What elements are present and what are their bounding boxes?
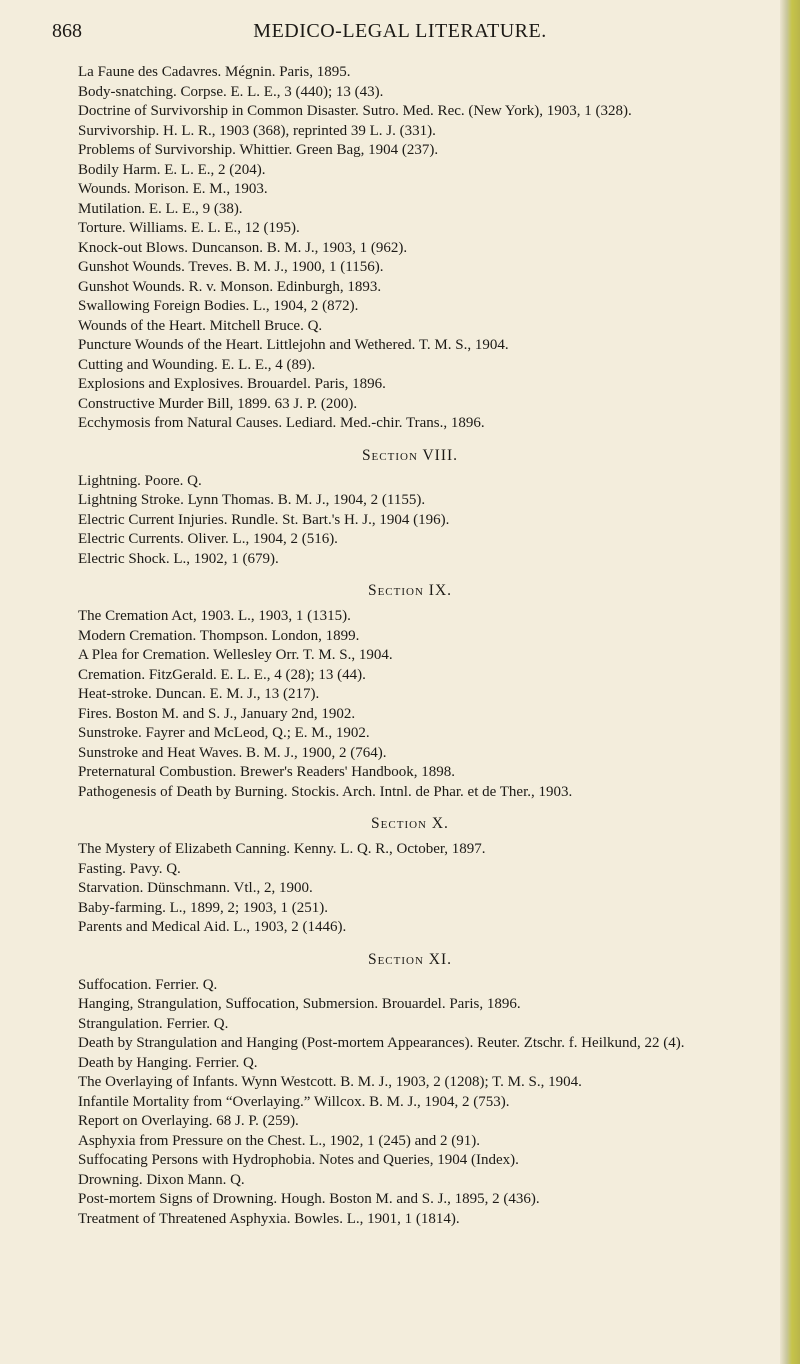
- bibliography-entry: Suffocating Persons with Hydrophobia. Notes and Queries, 1904 (Index).: [78, 1152, 519, 1168]
- section-heading: Section VIII.: [361, 446, 459, 464]
- bibliography-entry: Mutilation. E. L. E., 9 (38).: [78, 200, 243, 217]
- bibliography-entry: The Cremation Act, 1903. L., 1903, 1 (1315).: [78, 608, 351, 624]
- bibliography-entry: Parents and Medical Aid. L., 1903, 2 (1446).: [78, 919, 347, 935]
- bibliography-entry: Lightning Stroke. Lynn Thomas. B. M. J., 1904, 2 (1155).: [78, 492, 426, 508]
- bibliography-entry: Post-mortem Signs of Drowning. Hough. Boston M. and S. J., 1895, 2 (436).: [78, 1191, 540, 1207]
- bibliography-entry: Doctrine of Survivorship in Common Disaster. Sutro. Med. Rec. (New York), 1903, 1 (328).: [78, 103, 632, 119]
- section-heading: Section X.: [371, 815, 449, 832]
- bibliography-entry: Cutting and Wounding. E. L. E., 4 (89).: [78, 356, 316, 373]
- bibliography-entry: La Faune des Cadavres. Mégnin. Paris, 1895.: [78, 64, 351, 80]
- bibliography-entry: Survivorship. H. L. R., 1903 (368), reprinted 39 L. J. (331).: [78, 122, 436, 139]
- bibliography-entry: Heat-stroke. Duncan. E. M. J., 13 (217).: [78, 686, 320, 702]
- bibliography-entry: Electric Currents. Oliver. L., 1904, 2 (516).: [78, 531, 338, 547]
- bibliography-entry: Bodily Harm. E. L. E., 2 (204).: [78, 161, 266, 178]
- bibliography-entry: Death by Strangulation and Hanging (Post-mortem Appearances). Reuter. Ztschr. f. Heilkund, 22 (4).: [78, 1035, 685, 1051]
- bibliography-entry: Gunshot Wounds. R. v. Monson. Edinburgh, 1893.: [78, 278, 382, 295]
- bibliography-entry: A Plea for Cremation. Wellesley Orr. T. M. S., 1904.: [78, 647, 393, 663]
- bibliography-entry: Electric Shock. L., 1902, 1 (679).: [78, 550, 279, 567]
- page-number: 868: [52, 20, 82, 42]
- bibliography-entry: Death by Hanging. Ferrier. Q.: [78, 1054, 258, 1071]
- bibliography-entry: The Mystery of Elizabeth Canning. Kenny. L. Q. R., October, 1897.: [78, 841, 486, 857]
- bibliography-entry: Report on Overlaying. 68 J. P. (259).: [78, 1113, 299, 1129]
- bibliography-entry: Knock-out Blows. Duncanson. B. M. J., 1903, 1 (962).: [78, 239, 408, 256]
- bibliography-entry: Starvation. Dünschmann. Vtl., 2, 1900.: [78, 880, 313, 896]
- running-head: MEDICO-LEGAL LITERATURE.: [253, 20, 547, 42]
- bibliography-entry: Preternatural Combustion. Brewer's Readers' Handbook, 1898.: [78, 764, 455, 780]
- bibliography-entry: Pathogenesis of Death by Burning. Stockis. Arch. Intnl. de Phar. et de Ther., 1903.: [78, 783, 573, 800]
- bibliography-entry: Body-snatching. Corpse. E. L. E., 3 (440); 13 (43).: [78, 83, 384, 100]
- bibliography-entry: Suffocation. Ferrier. Q.: [78, 976, 218, 993]
- bibliography-entry: Cremation. FitzGerald. E. L. E., 4 (28); 13 (44).: [78, 666, 366, 683]
- page-edge: [780, 0, 800, 1364]
- bibliography-entry: Baby-farming. L., 1899, 2; 1903, 1 (251).: [78, 899, 328, 916]
- bibliography-entry: Problems of Survivorship. Whittier. Green Bag, 1904 (237).: [78, 142, 439, 158]
- bibliography-entry: Fires. Boston M. and S. J., January 2nd, 1902.: [78, 705, 356, 722]
- bibliography-entry: Treatment of Threatened Asphyxia. Bowles. L., 1901, 1 (1814).: [78, 1210, 460, 1227]
- bibliography-entry: Swallowing Foreign Bodies. L., 1904, 2 (872).: [78, 298, 359, 314]
- section-heading: Section XI.: [367, 950, 453, 968]
- bibliography-entry: The Overlaying of Infants. Wynn Westcott. B. M. J., 1903, 2 (1208); T. M. S., 1904.: [78, 1074, 582, 1090]
- bibliography-entry: Modern Cremation. Thompson. London, 1899.: [78, 627, 360, 644]
- bibliography-entry: Sunstroke and Heat Waves. B. M. J., 1900, 2 (764).: [78, 744, 387, 761]
- bibliography-entry: Wounds of the Heart. Mitchell Bruce. Q.: [78, 317, 323, 334]
- bibliography-entry: Torture. Williams. E. L. E., 12 (195).: [78, 220, 300, 236]
- bibliography-entry: Strangulation. Ferrier. Q.: [78, 1015, 229, 1032]
- page-header: [0, 20, 800, 54]
- bibliography-entry: Asphyxia from Pressure on the Chest. L., 1902, 1 (245) and 2 (91).: [78, 1132, 481, 1149]
- bibliography-entry: Puncture Wounds of the Heart. Littlejohn and Wethered. T. M. S., 1904.: [78, 337, 509, 353]
- bibliography-entry: Electric Current Injuries. Rundle. St. Bart.'s H. J., 1904 (196).: [78, 511, 450, 528]
- bibliography-entry: Infantile Mortality from “Overlaying.” Willcox. B. M. J., 1904, 2 (753).: [78, 1093, 510, 1110]
- bibliography-entry: Lightning. Poore. Q.: [78, 472, 202, 489]
- bibliography-list: [56, 63, 764, 1229]
- bibliography-entry: Constructive Murder Bill, 1899. 63 J. P. (200).: [78, 395, 358, 412]
- bibliography-entry: Ecchymosis from Natural Causes. Lediard. Med.-chir. Trans., 1896.: [78, 415, 485, 431]
- bibliography-entry: Drowning. Dixon Mann. Q.: [78, 1171, 245, 1188]
- section-heading: Section IX.: [367, 582, 453, 599]
- bibliography-entry: Hanging, Strangulation, Suffocation, Submersion. Brouardel. Paris, 1896.: [78, 996, 521, 1012]
- bibliography-entry: Sunstroke. Fayrer and McLeod, Q.; E. M., 1902.: [78, 725, 370, 741]
- bibliography-entry: Wounds. Morison. E. M., 1903.: [78, 181, 268, 197]
- bibliography-entry: Explosions and Explosives. Brouardel. Paris, 1896.: [78, 376, 386, 392]
- bibliography-entry: Fasting. Pavy. Q.: [78, 860, 181, 877]
- bibliography-entry: Gunshot Wounds. Treves. B. M. J., 1900, 1 (1156).: [78, 259, 384, 275]
